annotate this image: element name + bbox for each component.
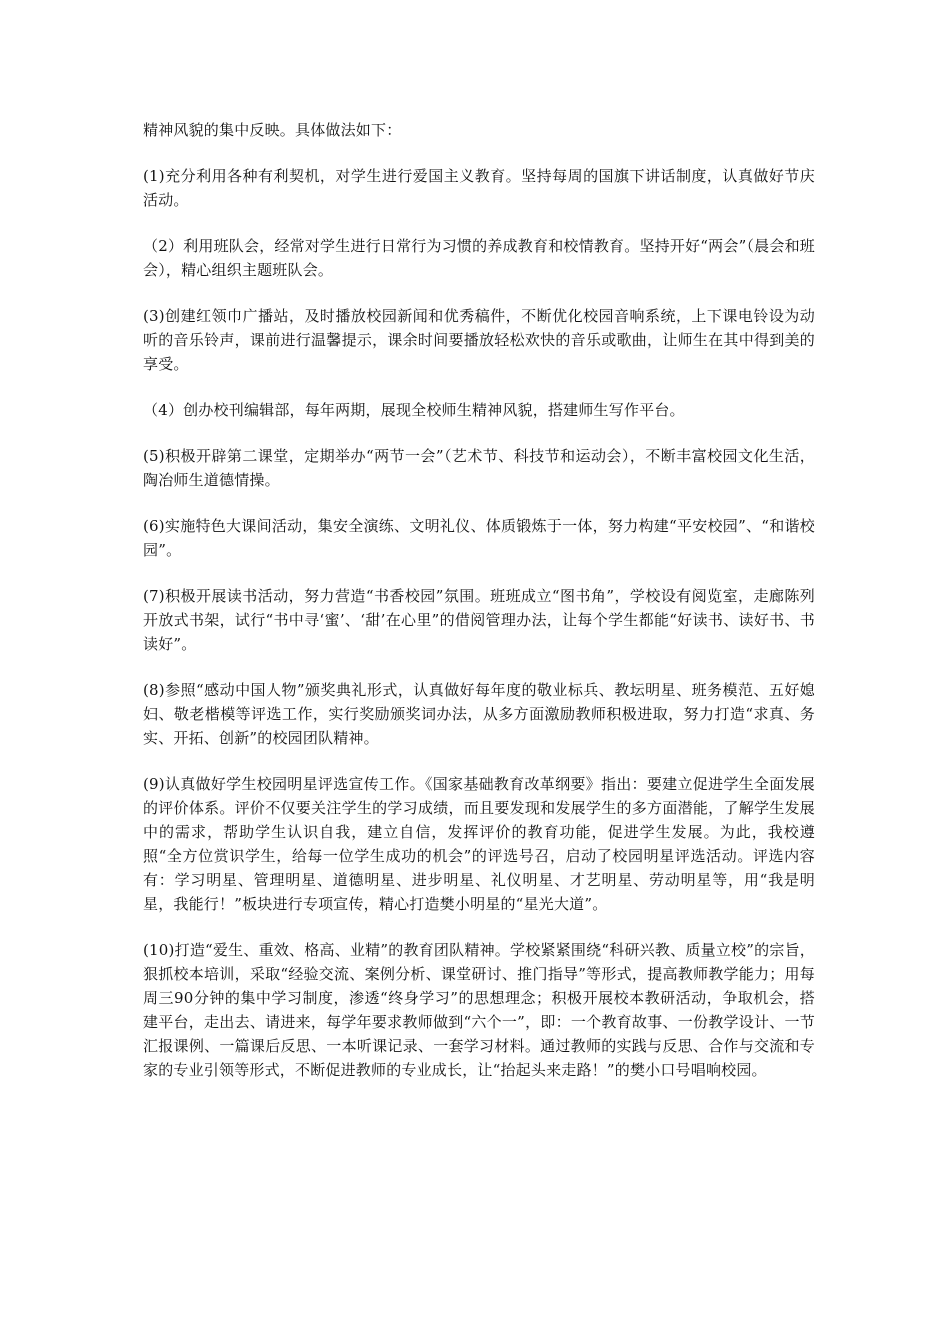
paragraph-item-1: (1)充分利用各种有利契机，对学生进行爱国主义教育。坚持每周的国旗下讲话制度，认真做好节庆活动。: [143, 167, 815, 209]
document-page: [143, 118, 815, 1104]
paragraph-item-3: (3)创建红领巾广播站，及时播放校园新闻和优秀稿件，不断优化校园音响系统，上下课电铃设为动听的音乐铃声，课前进行温馨提示，课余时间要播放轻松欢快的音乐或歌曲，让师生在其中得到美的享受。: [143, 307, 815, 373]
paragraph-item-7: (7)积极开展读书活动，努力营造“书香校园”氛围。班班成立“图书角”，学校设有阅览室，走廊陈列开放式书架，试行“书中寻‘蜜’、‘甜’在心里”的借阅管理办法，让每个学生都能“好读书、读好书、书读好”。: [143, 587, 815, 653]
paragraph-item-10: (10)打造“爱生、重效、格高、业精”的教育团队精神。学校紧紧围绕“科研兴教、质量立校”的宗旨，狠抓校本培训，采取“经验交流、案例分析、课堂研讨、推门指导”等形式，提高教师教学能力；用每周三90分钟的集中学习制度，渗透“终身学习”的思想理念；积极开展校本教研活动，争取机会，搭建平台，走出去、请进来，每学年要求教师做到“六个一”，即：一个教育故事、一份教学设计、一节汇报课例、一篇课后反思、一本听课记录、一套学习材料。通过教师的实践与反思、合作与交流和专家的专业引领等形式，不断促进教师的专业成长，让“抬起头来走路！”的樊小口号唱响校园。: [143, 941, 815, 1079]
paragraph-item-8: (8)参照“感动中国人物”颁奖典礼形式，认真做好每年度的敬业标兵、教坛明星、班务模范、五好媳妇、敬老楷模等评选工作，实行奖励颁奖词办法，从多方面激励教师积极进取，努力打造“求真、务实、开拓、创新”的校园团队精神。: [143, 681, 815, 747]
paragraph-item-6: (6)实施特色大课间活动，集安全演练、文明礼仪、体质锻炼于一体，努力构建“平安校园”、“和谐校园”。: [143, 517, 815, 559]
paragraph-intro: 精神风貌的集中反映。具体做法如下：: [143, 121, 402, 139]
paragraph-item-5: (5)积极开辟第二课堂，定期举办“两节一会”（艺术节、科技节和运动会），不断丰富校园文化生活，陶冶师生道德情操。: [143, 447, 815, 489]
paragraph-item-2: （2）利用班队会，经常对学生进行日常行为习惯的养成教育和校情教育。坚持开好“两会”（晨会和班会），精心组织主题班队会。: [143, 237, 815, 279]
paragraph-item-9: (9)认真做好学生校园明星评选宣传工作。《国家基础教育改革纲要》指出：要建立促进学生全面发展的评价体系。评价不仅要关注学生的学习成绩，而且要发现和发展学生的多方面潜能，了解学生发展中的需求，帮助学生认识自我，建立自信，发挥评价的教育功能，促进学生发展。为此，我校遵照“全方位赏识学生，给每一位学生成功的机会”的评选号召，启动了校园明星评选活动。评选内容有：学习明星、管理明星、道德明星、进步明星、礼仪明星、才艺明星、劳动明星等，用“我是明星，我能行！”板块进行专项宣传，精心打造樊小明星的“星光大道”。: [143, 775, 815, 913]
paragraph-item-4: （4）创办校刊编辑部，每年两期，展现全校师生精神风貌，搭建师生写作平台。: [143, 401, 685, 419]
